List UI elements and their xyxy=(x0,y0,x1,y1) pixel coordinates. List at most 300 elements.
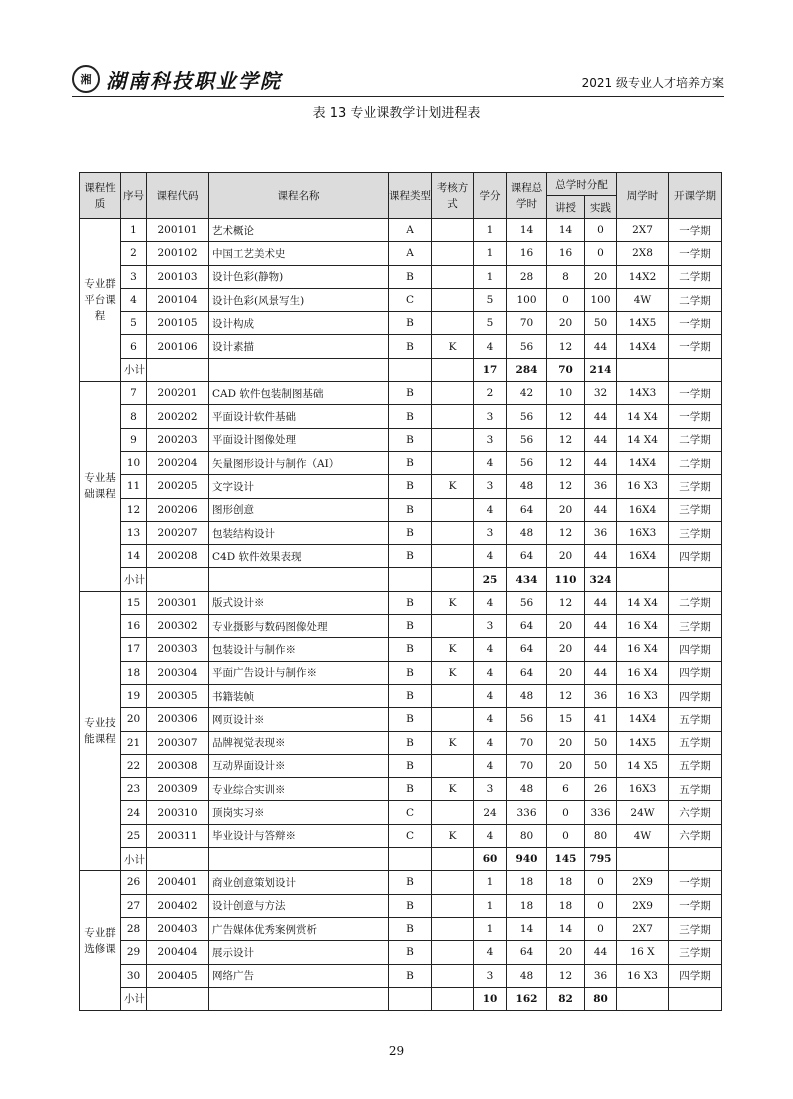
cell-weekly: 16X4 xyxy=(617,545,669,568)
cell-lecture: 18 xyxy=(547,894,585,917)
cell-exam xyxy=(432,917,474,940)
cell-lecture: 0 xyxy=(547,288,585,311)
cell-weekly: 24W xyxy=(617,801,669,824)
subtotal-label: 小计 xyxy=(121,358,147,381)
cell-exam xyxy=(432,428,474,451)
cell-exam: K xyxy=(432,824,474,847)
cell-seq: 24 xyxy=(121,801,147,824)
cell-code: 200207 xyxy=(147,521,209,544)
cell-weekly: 2X7 xyxy=(617,219,669,242)
table-row xyxy=(80,731,722,754)
cell-code: 200308 xyxy=(147,754,209,777)
cell-seq: 1 xyxy=(121,219,147,242)
empty-cell xyxy=(432,987,474,1010)
course-plan-table xyxy=(79,172,722,1011)
cell-weekly: 16X4 xyxy=(617,498,669,521)
category-cell: 专业技能课程 xyxy=(80,591,121,871)
cell-seq: 27 xyxy=(121,894,147,917)
subtotal-practice: 80 xyxy=(585,987,617,1010)
cell-total: 14 xyxy=(507,917,547,940)
cell-type: B xyxy=(389,964,432,987)
cell-credit: 24 xyxy=(474,801,507,824)
cell-credit: 4 xyxy=(474,498,507,521)
cell-practice: 100 xyxy=(585,288,617,311)
cell-code: 200205 xyxy=(147,475,209,498)
cell-credit: 3 xyxy=(474,521,507,544)
cell-exam xyxy=(432,964,474,987)
cell-weekly: 14X5 xyxy=(617,312,669,335)
cell-practice: 0 xyxy=(585,242,617,265)
cell-name: 专业综合实训※ xyxy=(209,778,389,801)
table-row xyxy=(80,894,722,917)
cell-seq: 16 xyxy=(121,615,147,638)
cell-name: 互动界面设计※ xyxy=(209,754,389,777)
cell-practice: 44 xyxy=(585,405,617,428)
cell-name: 品牌视觉表现※ xyxy=(209,731,389,754)
cell-weekly: 2X9 xyxy=(617,871,669,894)
cell-term: 三学期 xyxy=(669,917,722,940)
cell-exam: K xyxy=(432,591,474,614)
cell-name: 顶岗实习※ xyxy=(209,801,389,824)
header-type: 课程类型 xyxy=(389,173,432,219)
cell-exam xyxy=(432,871,474,894)
cell-name: 图形创意 xyxy=(209,498,389,521)
cell-term: 一学期 xyxy=(669,405,722,428)
cell-exam xyxy=(432,894,474,917)
subtotal-credit: 17 xyxy=(474,358,507,381)
empty-cell xyxy=(389,358,432,381)
cell-term: 二学期 xyxy=(669,591,722,614)
cell-seq: 14 xyxy=(121,545,147,568)
cell-type: B xyxy=(389,684,432,707)
cell-practice: 44 xyxy=(585,615,617,638)
cell-credit: 1 xyxy=(474,917,507,940)
cell-credit: 4 xyxy=(474,335,507,358)
subtotal-practice: 324 xyxy=(585,568,617,591)
cell-credit: 5 xyxy=(474,288,507,311)
cell-weekly: 14X4 xyxy=(617,451,669,474)
table-row xyxy=(80,265,722,288)
cell-code: 200305 xyxy=(147,684,209,707)
cell-weekly: 16X3 xyxy=(617,521,669,544)
cell-total: 48 xyxy=(507,778,547,801)
cell-type: B xyxy=(389,638,432,661)
cell-code: 200103 xyxy=(147,265,209,288)
cell-weekly: 16X3 xyxy=(617,778,669,801)
cell-name: 书籍装帧 xyxy=(209,684,389,707)
cell-code: 200303 xyxy=(147,638,209,661)
cell-exam xyxy=(432,219,474,242)
cell-weekly: 14 X4 xyxy=(617,405,669,428)
cell-weekly: 14X5 xyxy=(617,731,669,754)
cell-name: 包装设计与制作※ xyxy=(209,638,389,661)
cell-total: 64 xyxy=(507,661,547,684)
cell-lecture: 20 xyxy=(547,498,585,521)
cell-credit: 3 xyxy=(474,475,507,498)
cell-seq: 5 xyxy=(121,312,147,335)
cell-term: 五学期 xyxy=(669,708,722,731)
cell-type: B xyxy=(389,941,432,964)
cell-practice: 32 xyxy=(585,382,617,405)
subtotal-total: 940 xyxy=(507,848,547,871)
empty-cell xyxy=(432,568,474,591)
empty-cell xyxy=(209,848,389,871)
cell-exam xyxy=(432,265,474,288)
cell-exam: K xyxy=(432,335,474,358)
cell-credit: 4 xyxy=(474,754,507,777)
header-code: 课程代码 xyxy=(147,173,209,219)
cell-total: 56 xyxy=(507,451,547,474)
cell-term: 四学期 xyxy=(669,661,722,684)
cell-exam xyxy=(432,521,474,544)
cell-practice: 36 xyxy=(585,964,617,987)
cell-code: 200204 xyxy=(147,451,209,474)
cell-total: 18 xyxy=(507,894,547,917)
header-credit: 学分 xyxy=(474,173,507,219)
empty-cell xyxy=(209,358,389,381)
cell-total: 28 xyxy=(507,265,547,288)
cell-seq: 19 xyxy=(121,684,147,707)
cell-credit: 3 xyxy=(474,778,507,801)
table-body xyxy=(80,219,722,1011)
empty-cell xyxy=(147,358,209,381)
cell-lecture: 12 xyxy=(547,964,585,987)
header-total-hours: 课程总学时 xyxy=(507,173,547,219)
cell-total: 16 xyxy=(507,242,547,265)
cell-practice: 44 xyxy=(585,428,617,451)
cell-seq: 18 xyxy=(121,661,147,684)
header-lecture: 讲授 xyxy=(547,196,585,219)
cell-total: 56 xyxy=(507,708,547,731)
cell-seq: 23 xyxy=(121,778,147,801)
header-name: 课程名称 xyxy=(209,173,389,219)
cell-practice: 50 xyxy=(585,312,617,335)
cell-exam: K xyxy=(432,778,474,801)
subtotal-label: 小计 xyxy=(121,848,147,871)
cell-term: 二学期 xyxy=(669,288,722,311)
cell-type: B xyxy=(389,754,432,777)
table-row xyxy=(80,708,722,731)
cell-practice: 44 xyxy=(585,941,617,964)
cell-exam xyxy=(432,941,474,964)
table-row xyxy=(80,405,722,428)
cell-exam xyxy=(432,242,474,265)
cell-weekly: 4W xyxy=(617,288,669,311)
cell-name: 广告媒体优秀案例赏析 xyxy=(209,917,389,940)
cell-type: C xyxy=(389,824,432,847)
cell-credit: 4 xyxy=(474,708,507,731)
cell-lecture: 20 xyxy=(547,754,585,777)
cell-seq: 30 xyxy=(121,964,147,987)
document-title: 2021 级专业人才培养方案 xyxy=(581,76,724,90)
cell-lecture: 12 xyxy=(547,335,585,358)
subtotal-credit: 25 xyxy=(474,568,507,591)
empty-cell xyxy=(389,848,432,871)
cell-credit: 2 xyxy=(474,382,507,405)
cell-term: 三学期 xyxy=(669,615,722,638)
cell-code: 200203 xyxy=(147,428,209,451)
cell-total: 64 xyxy=(507,638,547,661)
cell-seq: 10 xyxy=(121,451,147,474)
cell-total: 70 xyxy=(507,754,547,777)
cell-weekly: 16 X4 xyxy=(617,615,669,638)
cell-code: 200401 xyxy=(147,871,209,894)
cell-practice: 0 xyxy=(585,894,617,917)
table-row xyxy=(80,778,722,801)
cell-seq: 28 xyxy=(121,917,147,940)
cell-credit: 4 xyxy=(474,824,507,847)
header-hours-group: 总学时分配 xyxy=(547,173,617,196)
cell-term: 三学期 xyxy=(669,521,722,544)
cell-seq: 25 xyxy=(121,824,147,847)
subtotal-label: 小计 xyxy=(121,568,147,591)
cell-weekly: 16 X4 xyxy=(617,638,669,661)
cell-credit: 3 xyxy=(474,428,507,451)
cell-practice: 44 xyxy=(585,591,617,614)
subtotal-credit: 60 xyxy=(474,848,507,871)
cell-lecture: 18 xyxy=(547,871,585,894)
table-row xyxy=(80,498,722,521)
table-row xyxy=(80,824,722,847)
empty-cell xyxy=(147,987,209,1010)
cell-code: 200402 xyxy=(147,894,209,917)
cell-lecture: 12 xyxy=(547,451,585,474)
cell-credit: 1 xyxy=(474,894,507,917)
cell-weekly: 2X9 xyxy=(617,894,669,917)
cell-credit: 3 xyxy=(474,615,507,638)
table-row xyxy=(80,288,722,311)
cell-type: C xyxy=(389,801,432,824)
cell-lecture: 20 xyxy=(547,312,585,335)
cell-name: 平面设计图像处理 xyxy=(209,428,389,451)
cell-term: 五学期 xyxy=(669,754,722,777)
cell-code: 200202 xyxy=(147,405,209,428)
empty-cell xyxy=(147,848,209,871)
header-practice: 实践 xyxy=(585,196,617,219)
cell-total: 64 xyxy=(507,545,547,568)
cell-total: 336 xyxy=(507,801,547,824)
cell-practice: 44 xyxy=(585,638,617,661)
cell-exam: K xyxy=(432,661,474,684)
category-cell: 专业群平台课程 xyxy=(80,219,121,382)
cell-type: B xyxy=(389,312,432,335)
cell-code: 200310 xyxy=(147,801,209,824)
cell-lecture: 12 xyxy=(547,475,585,498)
cell-term: 一学期 xyxy=(669,242,722,265)
cell-practice: 44 xyxy=(585,451,617,474)
cell-type: B xyxy=(389,661,432,684)
cell-lecture: 0 xyxy=(547,801,585,824)
cell-practice: 36 xyxy=(585,521,617,544)
cell-credit: 4 xyxy=(474,451,507,474)
cell-name: 网络广告 xyxy=(209,964,389,987)
cell-credit: 4 xyxy=(474,638,507,661)
table-row xyxy=(80,428,722,451)
cell-type: B xyxy=(389,871,432,894)
cell-name: 设计色彩(风景写生) xyxy=(209,288,389,311)
cell-name: 设计创意与方法 xyxy=(209,894,389,917)
subtotal-practice: 795 xyxy=(585,848,617,871)
cell-practice: 44 xyxy=(585,661,617,684)
cell-weekly: 2X8 xyxy=(617,242,669,265)
cell-name: C4D 软件效果表现 xyxy=(209,545,389,568)
cell-term: 一学期 xyxy=(669,335,722,358)
cell-exam xyxy=(432,684,474,707)
cell-type: B xyxy=(389,894,432,917)
cell-total: 56 xyxy=(507,405,547,428)
cell-lecture: 20 xyxy=(547,638,585,661)
cell-exam xyxy=(432,451,474,474)
cell-term: 三学期 xyxy=(669,475,722,498)
cell-lecture: 20 xyxy=(547,615,585,638)
category-cell: 专业基础课程 xyxy=(80,382,121,592)
table-row xyxy=(80,545,722,568)
cell-type: B xyxy=(389,778,432,801)
cell-seq: 29 xyxy=(121,941,147,964)
cell-practice: 44 xyxy=(585,545,617,568)
cell-practice: 20 xyxy=(585,265,617,288)
cell-practice: 0 xyxy=(585,219,617,242)
cell-lecture: 12 xyxy=(547,684,585,707)
header-divider xyxy=(72,96,724,97)
cell-credit: 4 xyxy=(474,731,507,754)
subtotal-practice: 214 xyxy=(585,358,617,381)
cell-type: B xyxy=(389,451,432,474)
cell-term: 五学期 xyxy=(669,731,722,754)
table-row xyxy=(80,335,722,358)
header-term: 开课学期 xyxy=(669,173,722,219)
cell-lecture: 20 xyxy=(547,545,585,568)
cell-practice: 36 xyxy=(585,475,617,498)
cell-seq: 17 xyxy=(121,638,147,661)
cell-seq: 21 xyxy=(121,731,147,754)
cell-name: 矢量图形设计与制作（AI） xyxy=(209,451,389,474)
cell-practice: 44 xyxy=(585,498,617,521)
cell-code: 200309 xyxy=(147,778,209,801)
cell-term: 五学期 xyxy=(669,778,722,801)
cell-weekly: 14 X5 xyxy=(617,754,669,777)
cell-seq: 8 xyxy=(121,405,147,428)
cell-total: 48 xyxy=(507,964,547,987)
subtotal-lecture: 82 xyxy=(547,987,585,1010)
subtotal-total: 284 xyxy=(507,358,547,381)
table-row xyxy=(80,242,722,265)
cell-exam xyxy=(432,801,474,824)
cell-code: 200101 xyxy=(147,219,209,242)
cell-seq: 7 xyxy=(121,382,147,405)
cell-total: 42 xyxy=(507,382,547,405)
cell-term: 三学期 xyxy=(669,941,722,964)
cell-credit: 1 xyxy=(474,871,507,894)
cell-type: B xyxy=(389,475,432,498)
cell-term: 一学期 xyxy=(669,382,722,405)
cell-exam xyxy=(432,708,474,731)
cell-total: 64 xyxy=(507,498,547,521)
table-row xyxy=(80,801,722,824)
cell-credit: 1 xyxy=(474,242,507,265)
cell-total: 64 xyxy=(507,615,547,638)
cell-weekly: 16 X3 xyxy=(617,964,669,987)
cell-total: 18 xyxy=(507,871,547,894)
cell-total: 56 xyxy=(507,335,547,358)
table-row xyxy=(80,521,722,544)
subtotal-row xyxy=(80,568,722,591)
cell-lecture: 0 xyxy=(547,824,585,847)
cell-code: 200201 xyxy=(147,382,209,405)
cell-lecture: 20 xyxy=(547,941,585,964)
cell-name: 包装结构设计 xyxy=(209,521,389,544)
cell-code: 200403 xyxy=(147,917,209,940)
cell-total: 56 xyxy=(507,428,547,451)
cell-lecture: 12 xyxy=(547,591,585,614)
school-name: 湖南科技职业学院 xyxy=(106,68,282,93)
cell-name: 设计构成 xyxy=(209,312,389,335)
cell-code: 200208 xyxy=(147,545,209,568)
cell-type: B xyxy=(389,731,432,754)
cell-practice: 50 xyxy=(585,731,617,754)
cell-name: 平面设计软件基础 xyxy=(209,405,389,428)
subtotal-lecture: 145 xyxy=(547,848,585,871)
cell-type: B xyxy=(389,708,432,731)
cell-exam: K xyxy=(432,638,474,661)
cell-weekly: 16 X3 xyxy=(617,684,669,707)
cell-weekly: 14X3 xyxy=(617,382,669,405)
cell-term: 一学期 xyxy=(669,219,722,242)
cell-name: 中国工艺美术史 xyxy=(209,242,389,265)
cell-lecture: 6 xyxy=(547,778,585,801)
cell-term: 三学期 xyxy=(669,498,722,521)
subtotal-lecture: 110 xyxy=(547,568,585,591)
table-row xyxy=(80,591,722,614)
cell-practice: 36 xyxy=(585,684,617,707)
cell-exam xyxy=(432,498,474,521)
table-row xyxy=(80,661,722,684)
cell-term: 四学期 xyxy=(669,964,722,987)
cell-term: 一学期 xyxy=(669,894,722,917)
empty-cell xyxy=(147,568,209,591)
cell-lecture: 8 xyxy=(547,265,585,288)
cell-total: 48 xyxy=(507,521,547,544)
cell-seq: 2 xyxy=(121,242,147,265)
cell-exam xyxy=(432,382,474,405)
cell-lecture: 12 xyxy=(547,521,585,544)
cell-type: B xyxy=(389,615,432,638)
cell-term: 一学期 xyxy=(669,871,722,894)
cell-term: 六学期 xyxy=(669,824,722,847)
empty-cell xyxy=(617,848,669,871)
cell-code: 200102 xyxy=(147,242,209,265)
cell-lecture: 15 xyxy=(547,708,585,731)
cell-exam xyxy=(432,312,474,335)
cell-total: 48 xyxy=(507,684,547,707)
cell-seq: 3 xyxy=(121,265,147,288)
cell-term: 四学期 xyxy=(669,638,722,661)
cell-lecture: 14 xyxy=(547,917,585,940)
cell-weekly: 14X2 xyxy=(617,265,669,288)
table-row xyxy=(80,754,722,777)
page-header xyxy=(72,62,724,96)
subtotal-label: 小计 xyxy=(121,987,147,1010)
cell-lecture: 20 xyxy=(547,731,585,754)
cell-type: A xyxy=(389,219,432,242)
cell-name: 平面广告设计与制作※ xyxy=(209,661,389,684)
empty-cell xyxy=(209,987,389,1010)
cell-weekly: 16 X xyxy=(617,941,669,964)
table-row xyxy=(80,638,722,661)
cell-type: B xyxy=(389,498,432,521)
subtotal-credit: 10 xyxy=(474,987,507,1010)
cell-seq: 26 xyxy=(121,871,147,894)
